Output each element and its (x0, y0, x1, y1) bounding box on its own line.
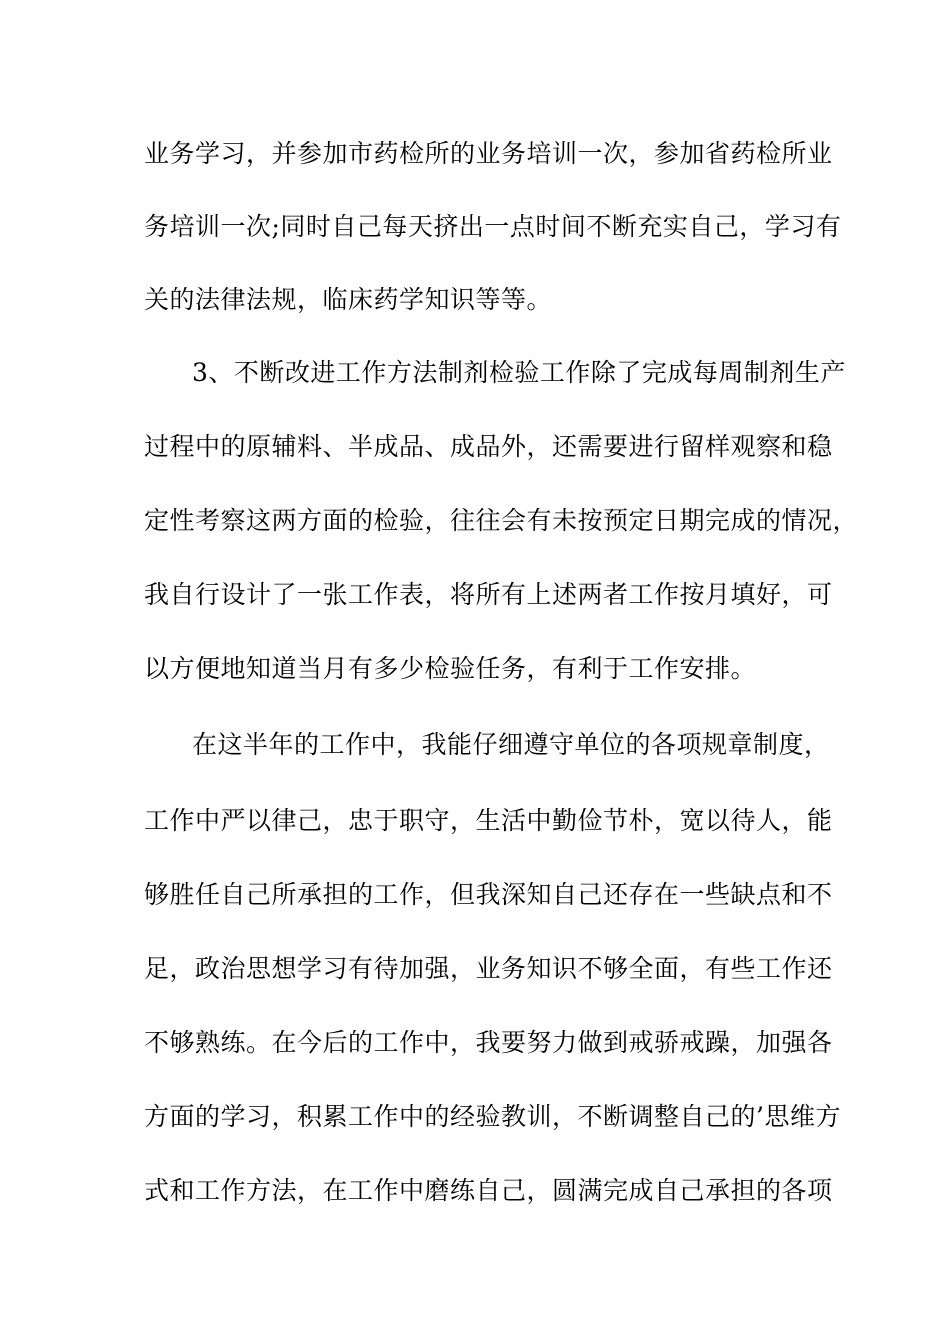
text-line-10: 工作中严以律己，忠于职守，生活中勤俭节朴，宽以待人，能 (144, 806, 833, 835)
text-line-8: 以方便地知道当月有多少检验任务，有利于工作安排。 (144, 654, 757, 683)
text-line-14: 方面的学习，积累工作中的经验教训，不断调整自己的’思维方 (144, 1102, 841, 1131)
text-line-15: 式和工作方法，在工作中磨练自己，圆满完成自己承担的各项 (144, 1176, 833, 1205)
text-line-5: 过程中的原辅料、半成品、成品外，还需要进行留样观察和稳 (144, 432, 833, 461)
text-line-13: 不够熟练。在今后的工作中，我要努力做到戒骄戒躁，加强各 (144, 1028, 833, 1057)
text-line-4: 3、不断改进工作方法制剂检验工作除了完成每周制剂生产 (192, 358, 846, 387)
text-line-3: 关的法律法规，临床药学知识等等。 (144, 285, 553, 314)
text-line-11: 够胜任自己所承担的工作，但我深知自己还存在一些缺点和不 (144, 880, 833, 909)
text-line-2: 务培训一次;同时自己每天挤出一点时间不断充实自己，学习有 (144, 212, 842, 241)
text-line-6: 定性考察这两方面的检验，往往会有未按预定日期完成的情况， (144, 506, 859, 535)
text-line-1: 业务学习，并参加市药检所的业务培训一次，参加省药检所业 (144, 139, 833, 168)
text-line-9: 在这半年的工作中，我能仔细遵守单位的各项规章制度， (192, 730, 830, 759)
text-line-7: 我自行设计了一张工作表，将所有上述两者工作按月填好，可 (144, 580, 833, 609)
text-line-12: 足，政治思想学习有待加强，业务知识不够全面，有些工作还 (144, 954, 833, 983)
